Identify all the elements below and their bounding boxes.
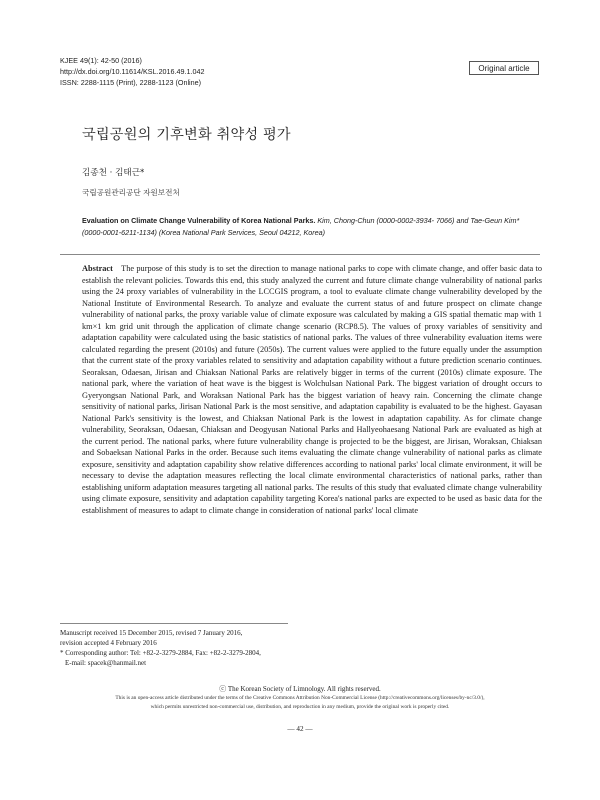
english-authors-part1: Kim, Chong-Chun (0000-0002-3934- <box>317 216 435 225</box>
footnote-divider <box>60 623 288 624</box>
english-authors-part2: 7066) and Tae-Geun Kim* (0000-0001-6211-1134) <box>82 216 520 237</box>
article-type-badge: Original article <box>469 61 539 75</box>
copyright: ⓒ The Korean Society of Limnology. All rights reserved. <box>219 685 381 693</box>
journal-citation: KJEE 49(1): 42-50 (2016) <box>60 56 142 65</box>
english-affiliation: (Korea National Park Services, Seoul 04212, Korea) <box>158 228 326 237</box>
korean-title: 국립공원의 기후변화 취약성 평가 <box>82 127 291 143</box>
license-notice <box>0 694 600 711</box>
abstract-label: Abstract <box>82 264 113 273</box>
journal-meta <box>60 55 205 88</box>
license-line-2: which permits unrestricted non-commercial use, distribution, and reproduction in any medium, provide the original work is properly cited. <box>150 703 450 710</box>
korean-affiliation: 국립공원관리공단 자원보전처 <box>82 188 180 197</box>
doi-link[interactable]: http://dx.doi.org/10.11614/KSL.2016.49.1.042 <box>60 67 205 76</box>
author-email[interactable]: E-mail: spacek@hanmail.net <box>65 659 147 667</box>
english-title: Evaluation on Climate Change Vulnerability of Korea National Parks. <box>82 216 316 225</box>
korean-authors: 김종천 · 김태근* <box>82 168 145 178</box>
english-title-block <box>82 215 542 239</box>
revision-accepted: revision accepted 4 February 2016 <box>60 639 157 647</box>
issn: ISSN: 2288-1115 (Print), 2288-1123 (Online) <box>60 78 202 87</box>
abstract <box>82 263 542 516</box>
abstract-text: The purpose of this study is to set the direction to manage national parks to cope with climate change, and offer basic data to establish the relevant policies. Towards this end, this study analyzed the current and future climate change vulnerability of national parks using the 24 proxy variables of vulnerability in the LCCGIS program, a tool to evaluate climate change vulnerability developed by the National Institute of Environmental Research. To analyze and evaluate the current status of and future prospect on climate change vulnerability of national parks, the proxy variable value of climate exposure was calculated by making a GIS spatial thematic map with 1 km×1 km grid unit through the application of climate change scenario (RCP8.5). The values of proxy variables of sensitivity and adaptation capability were calculated using the basic statistics of national parks. The values of three vulnerability evaluation items were calculated regarding the present (2010s) and future (2050s). The current values were applied to the future equally under the assumption that the current state of the proxy variables related to sensitivity and adaptation capability without a future prediction scenario continues. Seoraksan, Odaesan, Jirisan and Chiaksan National Parks are relatively bigger in terms of the current (2010s) climate exposure. The national park, where the variation of heat wave is the biggest is Wolchulsan National Park. The biggest variation of drought occurs to Gyeryongsan National Park, and Woraksan National Park has the biggest variation of heavy rain. Concerning the climate change sensitivity of national parks, Jirisan National Park is the most sensitive, and adaptation capability is evaluated to be the highest. Gayasan National Park's sensitivity is the lowest, and Chiaksan National Park is the lowest in adaptation capability. As for climate change vulnerability, Seoraksan, Odaesan, Chiaksan and Deogyusan National Parks and Hallyeohaesang National Park are evaluated as high at the current period. The national parks, where future vulnerability change is projected to be the biggest, are Jirisan, Woraksan, Chiaksan and Sobaeksan National Parks in the order. Because such items evaluating the climate change vulnerability of national parks as climate exposure, sensitivity and adaptation capability show relative differences according to national parks' local climate environment, it will be necessary to devise the adaptation measures reflecting the local climate environmental characteristics of national parks, rather than establishing uniform adaptation measures targeting all national parks. The results of this study that evaluated climate change vulnerability using climate exposure, sensitivity and adaptation capability targeting Korea's national parks are expected to be used as basic data for the establishment of measures to adapt to climate change in consideration of national parks' local climate <box>82 264 542 515</box>
manuscript-received: Manuscript received 15 December 2015, revised 7 January 2016, <box>60 629 243 637</box>
license-line-1: This is an open-access article distributed under the terms of the Creative Commons Attribution Non-Commercial License (http://creativecommons.org/licenses/by-nc/3.0/), <box>115 695 485 701</box>
footnotes <box>60 628 261 668</box>
corresponding-author: * Corresponding author: Tel: +82-2-3279-2884, Fax: +82-2-3279-2804, <box>60 649 261 657</box>
header-divider <box>60 254 540 255</box>
page-number: — 42 — <box>287 725 313 733</box>
